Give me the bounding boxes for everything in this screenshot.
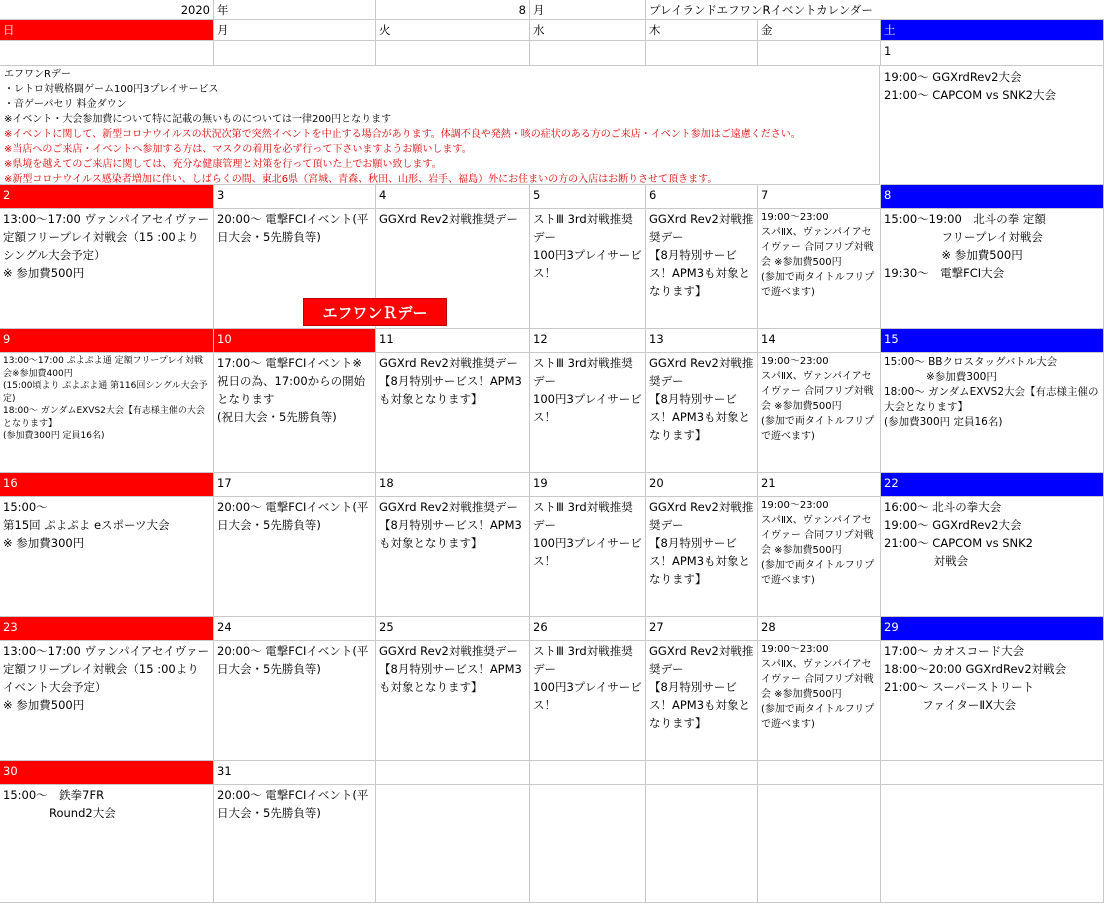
notice-line: ・音ゲーパセリ 料金ダウン (4, 99, 127, 110)
empty-cell[interactable] (530, 761, 646, 785)
weekday-mon[interactable]: 月 (214, 20, 376, 41)
notice-line: ・レトロ対戦格闘ゲーム100円3プレイサービス (4, 84, 219, 95)
day-6-events[interactable]: GGXrd Rev2対戦推奨デー 【8月特別サービス！APM3も対象となります】 (646, 209, 758, 329)
day-22-number[interactable]: 22 (881, 473, 1104, 497)
day-30-events[interactable]: 15:00～ 鉄拳7FR Round2大会 (0, 785, 214, 903)
day-26-number[interactable]: 26 (530, 617, 646, 641)
year-cell[interactable]: 2020 (0, 0, 214, 20)
day-2-events[interactable]: 13:00～17:00 ヴァンパイアセイヴァー 定額フリープレイ対戦会（15 :00よりシングル大会予定） ※ 参加費500円 (0, 209, 214, 329)
day-29-events[interactable]: 17:00～ カオスコード大会 18:00～20:00 GGXrdRev2対戦会 21:00～ スーパーストリート ファイターⅡX大会 (881, 641, 1104, 761)
day-3-events[interactable]: 20:00～ 電撃FCIイベント(平日大会・5先勝負等) (214, 209, 376, 329)
day-8-number[interactable]: 8 (881, 185, 1104, 209)
day-19-number[interactable]: 19 (530, 473, 646, 497)
day-30-number[interactable]: 30 (0, 761, 214, 785)
day-10-number[interactable]: 10 (214, 329, 376, 353)
empty-cell[interactable] (758, 761, 881, 785)
day-11-number[interactable]: 11 (376, 329, 530, 353)
day-25-events[interactable]: GGXrd Rev2対戦推奨デー 【8月特別サービス！APM3も対象となります】 (376, 641, 530, 761)
day-5-number[interactable]: 5 (530, 185, 646, 209)
month-cell[interactable]: 8 (376, 0, 530, 20)
weekday-wed[interactable]: 水 (530, 20, 646, 41)
day-14-events[interactable]: 19:00～23:00 スパⅡX、ヴァンパイアセイヴァー 合同フリプ対戦会 ※参加費500円 (参加で両タイトルフリプで遊べます) (758, 353, 881, 473)
notice-line: ※イベント・大会参加費について特に記載の無いものについては一律200円となります (4, 114, 392, 125)
day-29-number[interactable]: 29 (881, 617, 1104, 641)
day-7-events[interactable]: 19:00～23:00 スパⅡX、ヴァンパイアセイヴァー 合同フリプ対戦会 ※参加費500円 (参加で両タイトルフリプで遊べます) (758, 209, 881, 329)
day-17-number[interactable]: 17 (214, 473, 376, 497)
day-25-number[interactable]: 25 (376, 617, 530, 641)
day-31-events[interactable]: 20:00～ 電撃FCIイベント(平日大会・5先勝負等) (214, 785, 376, 903)
empty-cell[interactable] (214, 41, 376, 66)
notice-warning: ※県境を越えてのご来店に関しては、充分な健康管理と対策を行って頂いた上でお願い致します。 (4, 159, 442, 170)
day-6-number[interactable]: 6 (646, 185, 758, 209)
weekday-sun[interactable]: 日 (0, 20, 214, 41)
empty-cell[interactable] (646, 41, 758, 66)
empty-cell[interactable] (0, 41, 214, 66)
day-8-events[interactable]: 15:00～19:00 北斗の拳 定額 フリープレイ対戦会 ※ 参加費500円 19:30～ 電撃FCI大会 (881, 209, 1104, 329)
weekday-fri[interactable]: 金 (758, 20, 881, 41)
day-28-events[interactable]: 19:00～23:00 スパⅡX、ヴァンパイアセイヴァー 合同フリプ対戦会 ※参加費500円 (参加で両タイトルフリプで遊べます) (758, 641, 881, 761)
weekday-tue[interactable]: 火 (376, 20, 530, 41)
empty-cell[interactable] (881, 761, 1104, 785)
notice-warning: ※イベントに関して、新型コロナウイルスの状況次第で突然イベントを中止する場合があります。体調不良や発熱・咳の症状のある方のご来店・イベント参加はご遠慮ください。 (4, 129, 801, 140)
month-label[interactable]: 月 (530, 0, 646, 20)
day-22-events[interactable]: 16:00～ 北斗の拳大会 19:00～ GGXrdRev2大会 21:00～ CAPCOM vs SNK2 対戦会 (881, 497, 1104, 617)
day-23-events[interactable]: 13:00～17:00 ヴァンパイアセイヴァー 定額フリープレイ対戦会（15 :00よりイベント大会予定） ※ 参加費500円 (0, 641, 214, 761)
day-9-events[interactable]: 13:00～17:00 ぷよぷよ通 定額フリープレイ対戦会※参加費400円 (15:00頃より ぷよぷよ通 第116回シングル大会予定) 18:00～ ガンダムEXVS2大会【有志様主催の大会となります】 (参加費300円 定員16名) (0, 353, 214, 473)
day-15-events[interactable]: 15:00～ BBクロスタッグバトル大会 ※参加費300円 18:00～ ガンダムEXVS2大会【有志様主催の大会となります】 (参加費300円 定員16名) (881, 353, 1104, 473)
day-18-events[interactable]: GGXrd Rev2対戦推奨デー 【8月特別サービス！APM3も対象となります】 (376, 497, 530, 617)
day-18-number[interactable]: 18 (376, 473, 530, 497)
notice-block[interactable] (0, 66, 880, 185)
empty-cell[interactable] (530, 41, 646, 66)
day-12-number[interactable]: 12 (530, 329, 646, 353)
day-24-number[interactable]: 24 (214, 617, 376, 641)
day-21-number[interactable]: 21 (758, 473, 881, 497)
day-27-number[interactable]: 27 (646, 617, 758, 641)
day-23-number[interactable]: 23 (0, 617, 214, 641)
day-26-events[interactable]: ストⅢ 3rd対戦推奨デー 100円3プレイサービス！ (530, 641, 646, 761)
day-20-number[interactable]: 20 (646, 473, 758, 497)
day-9-number[interactable]: 9 (0, 329, 214, 353)
empty-cell[interactable] (646, 761, 758, 785)
day-5-events[interactable]: ストⅢ 3rd対戦推奨デー 100円3プレイサービス！ (530, 209, 646, 329)
empty-cell[interactable] (376, 41, 530, 66)
f1r-day-stamp: エフワンＲデー (303, 298, 447, 326)
day-19-events[interactable]: ストⅢ 3rd対戦推奨デー 100円3プレイサービス！ (530, 497, 646, 617)
day-13-events[interactable]: GGXrd Rev2対戦推奨デー 【8月特別サービス！APM3も対象となります】 (646, 353, 758, 473)
empty-cell[interactable] (758, 785, 881, 903)
day-14-number[interactable]: 14 (758, 329, 881, 353)
empty-cell[interactable] (758, 41, 881, 66)
notice-warning: ※新型コロナウイルス感染者増加に伴い、しばらくの間、東北6県（宮城、青森、秋田、山形、岩手、福島）外にお住まいの方の入店はお断りさせて頂きます。 (4, 174, 718, 185)
weekday-sat[interactable]: 土 (881, 20, 1104, 41)
day-28-number[interactable]: 28 (758, 617, 881, 641)
empty-cell[interactable] (376, 761, 530, 785)
weekday-thu[interactable]: 木 (646, 20, 758, 41)
notice-warning: ※当店へのご来店・イベントへ参加する方は、マスクの着用を必ず行って下さいますようお願いします。 (4, 144, 472, 155)
day-21-events[interactable]: 19:00～23:00 スパⅡX、ヴァンパイアセイヴァー 合同フリプ対戦会 ※参加費500円 (参加で両タイトルフリプで遊べます) (758, 497, 881, 617)
day-10-events[interactable]: 17:00～ 電撃FCIイベント※祝日の為、17:00からの開始となります (祝日大会・5先勝負等) (214, 353, 376, 473)
day-3-number[interactable]: 3 (214, 185, 376, 209)
day-7-number[interactable]: 7 (758, 185, 881, 209)
year-label[interactable]: 年 (214, 0, 376, 20)
calendar-title[interactable]: プレイランドエフワンRイベントカレンダー (646, 0, 1104, 20)
day-17-events[interactable]: 20:00～ 電撃FCIイベント(平日大会・5先勝負等) (214, 497, 376, 617)
day-15-number[interactable]: 15 (881, 329, 1104, 353)
day-11-events[interactable]: GGXrd Rev2対戦推奨デー 【8月特別サービス！APM3も対象となります】 (376, 353, 530, 473)
empty-cell[interactable] (376, 785, 530, 903)
empty-cell[interactable] (646, 785, 758, 903)
day-16-events[interactable]: 15:00～ 第15回 ぷよぷよ eスポーツ大会 ※ 参加費300円 (0, 497, 214, 617)
empty-cell[interactable] (881, 785, 1104, 903)
day-1-events[interactable]: 19:00～ GGXrdRev2大会 21:00～ CAPCOM vs SNK2大会 (881, 66, 1104, 185)
day-2-number[interactable]: 2 (0, 185, 214, 209)
day-27-events[interactable]: GGXrd Rev2対戦推奨デー 【8月特別サービス！APM3も対象となります】 (646, 641, 758, 761)
day-4-number[interactable]: 4 (376, 185, 530, 209)
day-24-events[interactable]: 20:00～ 電撃FCIイベント(平日大会・5先勝負等) (214, 641, 376, 761)
day-31-number[interactable]: 31 (214, 761, 376, 785)
day-12-events[interactable]: ストⅢ 3rd対戦推奨デー 100円3プレイサービス！ (530, 353, 646, 473)
day-13-number[interactable]: 13 (646, 329, 758, 353)
empty-cell[interactable] (530, 785, 646, 903)
notice-line: エフワンRデー (4, 69, 71, 80)
day-20-events[interactable]: GGXrd Rev2対戦推奨デー 【8月特別サービス！APM3も対象となります】 (646, 497, 758, 617)
day-16-number[interactable]: 16 (0, 473, 214, 497)
day-1-number[interactable]: 1 (881, 41, 1104, 66)
day-4-events[interactable]: GGXrd Rev2対戦推奨デー (376, 209, 530, 329)
